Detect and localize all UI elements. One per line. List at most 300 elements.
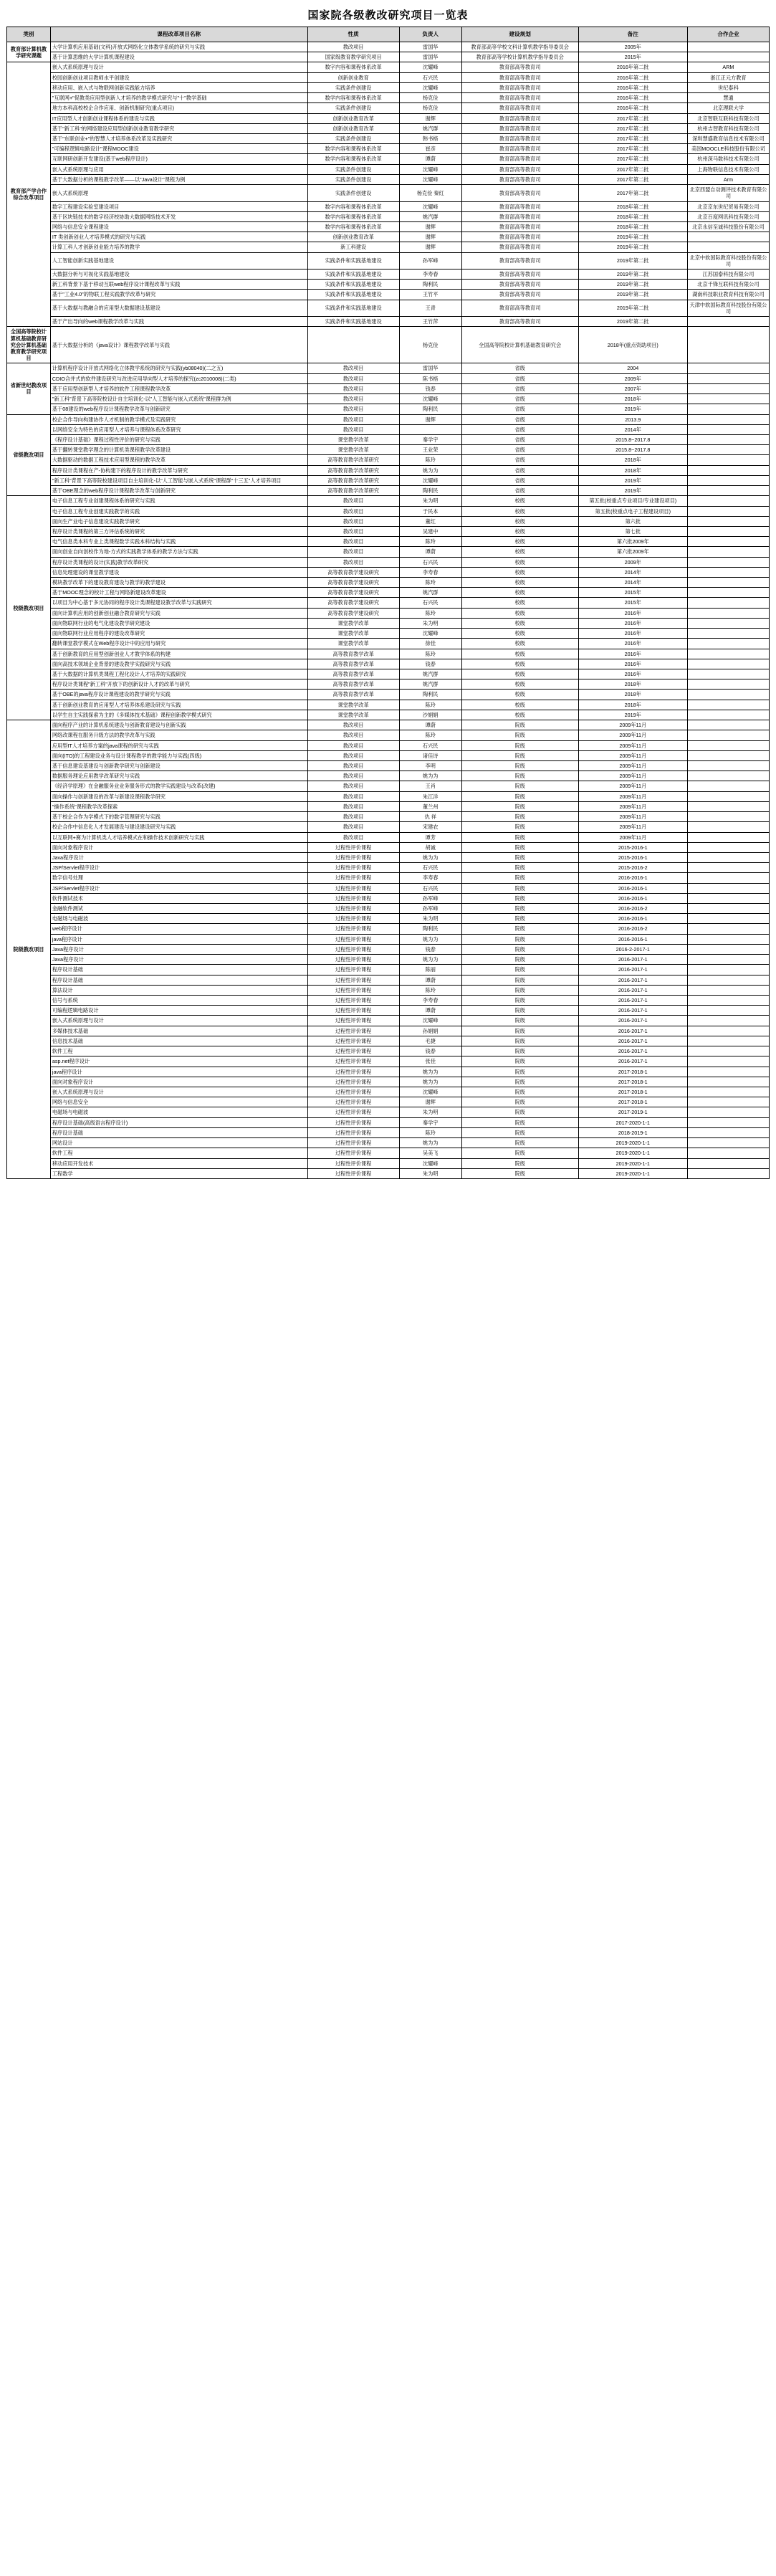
partner-cell [687, 52, 769, 62]
unit-cell: 院级 [461, 801, 578, 811]
type-cell: 过程性评价课程 [307, 1148, 399, 1158]
unit-cell: 校级 [461, 639, 578, 649]
project-name-cell: 基于"工业4.0"的物联工程实践教学改革与研究 [50, 290, 307, 300]
partner-cell [687, 1138, 769, 1148]
owner-cell: 仇 祥 [399, 812, 461, 822]
type-cell: 过程性评价课程 [307, 924, 399, 934]
owner-cell: 姚汽群 [399, 123, 461, 133]
project-name-cell: 面向高技术领域企业背景的建设教学实践研究与实践 [50, 659, 307, 669]
project-name-cell: 以网络安全为特色的应用型人才培养与课程体系改革研究 [50, 424, 307, 434]
type-cell: 过程性评价课程 [307, 873, 399, 883]
project-name-cell: 校企合作中信息化人才发展建设与建设建设研究与实践 [50, 822, 307, 832]
owner-cell: 谭蔚 [399, 547, 461, 557]
type-cell: 过程性评价课程 [307, 1006, 399, 1016]
partner-cell: 湖南科技职业教育科技有限公司 [687, 290, 769, 300]
note-cell: 2019年 [578, 475, 687, 485]
table-row [7, 639, 770, 649]
project-name-cell: "新工科"背景下高等院校设计自主培训化-以"人工智能与嵌入式系统"课程群为例 [50, 394, 307, 404]
owner-cell: 朱为明 [399, 496, 461, 506]
project-name-cell: 信息处理建设的课堂教学建设 [50, 567, 307, 577]
owner-cell: 陈玲 [399, 608, 461, 618]
table-row [7, 113, 770, 123]
note-cell: 2009年11月 [578, 822, 687, 832]
note-cell: 2019年第二批 [578, 300, 687, 316]
unit-cell: 院级 [461, 720, 578, 730]
project-name-cell: 基于区块链技术的数字经济校协助大数据网络技术开发 [50, 211, 307, 221]
partner-cell: 杭州吉智教育科技有限公司 [687, 123, 769, 133]
col-header-project-name: 课程改革项目名称 [50, 27, 307, 42]
partner-cell [687, 1026, 769, 1036]
category-cell: 院级教改项目 [7, 720, 51, 1179]
owner-cell: 王竹萍 [399, 317, 461, 327]
project-name-cell: 大学计算机应用基础(文科)开放式网络化立体教学系统的研究与实践 [50, 42, 307, 52]
table-row [7, 750, 770, 760]
type-cell: 课堂教学改革 [307, 434, 399, 444]
partner-cell [687, 404, 769, 414]
partner-cell [687, 720, 769, 730]
unit-cell: 院级 [461, 934, 578, 944]
table-row [7, 710, 770, 720]
unit-cell: 校级 [461, 679, 578, 690]
table-row [7, 1117, 770, 1127]
partner-cell: 北京京东世纪贸易有限公司 [687, 201, 769, 211]
owner-cell: 陈玲 [399, 455, 461, 465]
category-cell: 校级教改项目 [7, 496, 51, 720]
partner-cell [687, 873, 769, 883]
table-row [7, 280, 770, 290]
project-name-cell: 程序设计类课程"新工科"开放下的创新设计人才的改革与研究 [50, 679, 307, 690]
type-cell: 过程性评价课程 [307, 893, 399, 903]
owner-cell: 沈耀峰 [399, 62, 461, 72]
note-cell: 2018-2019-1 [578, 1127, 687, 1137]
project-name-cell: 基于大数据分析的课程教学改革——以"Java设计"课程为例 [50, 174, 307, 184]
project-name-cell: 嵌入式系统原理与设计 [50, 1087, 307, 1097]
note-cell: 2009年11月 [578, 781, 687, 791]
unit-cell: 校级 [461, 506, 578, 516]
owner-cell: 诸佳诗 [399, 750, 461, 760]
partner-cell [687, 842, 769, 852]
project-name-cell: 数字工程建设实验室建设项目 [50, 201, 307, 211]
type-cell: 教改项目 [307, 42, 399, 52]
table-row [7, 822, 770, 832]
owner-cell: 孙军峰 [399, 904, 461, 914]
table-row [7, 201, 770, 211]
owner-cell: 杨克俭 [399, 327, 461, 363]
type-cell: 教改项目 [307, 424, 399, 434]
table-row [7, 144, 770, 154]
owner-cell: 沈耀峰 [399, 1016, 461, 1026]
note-cell: 2016-2016-1 [578, 914, 687, 924]
owner-cell: 李明 [399, 760, 461, 771]
unit-cell: 省级 [461, 486, 578, 496]
partner-cell [687, 232, 769, 242]
table-row [7, 1036, 770, 1046]
type-cell: 教改项目 [307, 394, 399, 404]
partner-cell [687, 750, 769, 760]
project-name-cell: 数据服务理论应用教学改革研究与实践 [50, 771, 307, 781]
note-cell: 2009年11月 [578, 771, 687, 781]
table-row [7, 1006, 770, 1016]
table-row [7, 904, 770, 914]
owner-cell: 谢辉 [399, 414, 461, 424]
partner-cell [687, 1107, 769, 1117]
unit-cell: 教育部高等教育司 [461, 164, 578, 174]
unit-cell: 院级 [461, 1056, 578, 1067]
table-row [7, 242, 770, 252]
owner-cell: 钱春 [399, 1046, 461, 1056]
project-name-cell: 面向生产业电子信息建设实践教学研究 [50, 516, 307, 526]
project-name-cell: JSP/Servlet程序设计 [50, 883, 307, 893]
table-row [7, 363, 770, 373]
type-cell: 过程性评价课程 [307, 1107, 399, 1117]
partner-cell: 美国MOOCLE科技股份有限公司 [687, 144, 769, 154]
project-name-cell: "新工科"背景下高等院校建设项目自主培训化-以"人工智能与嵌入式系统"课程群"十三五"人才培养项目 [50, 475, 307, 485]
partner-cell: 北京永信至诚科技股份有限公司 [687, 221, 769, 232]
type-cell: 教改项目 [307, 781, 399, 791]
col-header-category: 类别 [7, 27, 51, 42]
table-row [7, 608, 770, 618]
type-cell: 课堂教学改革 [307, 618, 399, 628]
type-cell: 实践条件创建设 [307, 82, 399, 92]
note-cell: 2009年11月 [578, 750, 687, 760]
unit-cell: 校级 [461, 516, 578, 526]
table-row [7, 618, 770, 628]
unit-cell: 院级 [461, 914, 578, 924]
owner-cell: 陈玲 [399, 1127, 461, 1137]
partner-cell [687, 394, 769, 404]
note-cell: 2017-2018-1 [578, 1067, 687, 1077]
table-row [7, 465, 770, 475]
table-row [7, 567, 770, 577]
partner-cell: 慧通 [687, 93, 769, 103]
table-row [7, 1056, 770, 1067]
owner-cell: 孙军峰 [399, 252, 461, 269]
partner-cell [687, 924, 769, 934]
unit-cell: 院级 [461, 1046, 578, 1056]
project-name-cell: 基于校企合作为学模式下的数字管理研究与实践 [50, 812, 307, 822]
project-name-cell: 算法设计 [50, 985, 307, 995]
owner-cell: 陈玲 [399, 730, 461, 740]
unit-cell: 校级 [461, 598, 578, 608]
table-row [7, 404, 770, 414]
note-cell: 2018年(重点资助项目) [578, 327, 687, 363]
unit-cell: 校级 [461, 557, 578, 567]
unit-cell: 院级 [461, 771, 578, 781]
owner-cell: 沈耀峰 [399, 1087, 461, 1097]
note-cell: 2009年11月 [578, 801, 687, 811]
partner-cell: 北京千锋互联科技有限公司 [687, 280, 769, 290]
project-name-cell: 面向程序产业的计算机系统建设与创新教育建设与创新实践 [50, 720, 307, 730]
partner-cell [687, 327, 769, 363]
table-header-row [7, 27, 770, 42]
table-row [7, 327, 770, 363]
table-row [7, 690, 770, 700]
project-name-cell: 面向物联网行业应用程序的建设改革研究 [50, 629, 307, 639]
unit-cell: 教育部高等教育司 [461, 174, 578, 184]
table-row [7, 72, 770, 82]
note-cell: 2016年 [578, 659, 687, 669]
table-row [7, 496, 770, 506]
table-row [7, 914, 770, 924]
note-cell: 2007年 [578, 383, 687, 393]
owner-cell: 陈玲 [399, 578, 461, 588]
unit-cell: 校级 [461, 669, 578, 679]
note-cell: 2009年 [578, 557, 687, 567]
type-cell: 高等教育教学改革研究 [307, 486, 399, 496]
project-name-cell: web程序设计 [50, 924, 307, 934]
partner-cell [687, 1168, 769, 1178]
unit-cell: 省级 [461, 465, 578, 475]
project-name-cell: 电子信息工程专业创建课程体系的研究与实践 [50, 496, 307, 506]
project-name-cell: 基于创新创业教育的应用型人才培养体系建设研究与实践 [50, 700, 307, 710]
owner-cell: 董红 [399, 516, 461, 526]
type-cell: 高等教育教学建设研究 [307, 567, 399, 577]
owner-cell: 秦学宇 [399, 434, 461, 444]
project-name-cell: 《程序设计基础》课程过程性评价的研究与实践 [50, 434, 307, 444]
note-cell: 2015-2016-1 [578, 852, 687, 862]
note-cell: 2015.8~2017.8 [578, 445, 687, 455]
note-cell: 2019年 [578, 486, 687, 496]
note-cell: 2016年 [578, 629, 687, 639]
note-cell: 2019-2020-1-1 [578, 1158, 687, 1168]
note-cell: 2016-2017-1 [578, 1016, 687, 1026]
note-cell: 2019年第二批 [578, 269, 687, 280]
project-name-cell: 翻转课堂教学模式在Web程序设计中的应用与研究 [50, 639, 307, 649]
partner-cell [687, 996, 769, 1006]
type-cell: 教改项目 [307, 730, 399, 740]
project-name-cell: 程序设计类课程的第三方评估系统的研究 [50, 526, 307, 536]
table-row [7, 174, 770, 184]
type-cell: 过程性评价课程 [307, 842, 399, 852]
owner-cell: 吴建中 [399, 526, 461, 536]
owner-cell: 雷国华 [399, 42, 461, 52]
table-row [7, 506, 770, 516]
table-row [7, 924, 770, 934]
unit-cell: 教育部高等教育司 [461, 123, 578, 133]
project-name-cell: "可编程逻辑电路设计"课程MOOC建设 [50, 144, 307, 154]
type-cell: 教改项目 [307, 383, 399, 393]
table-row [7, 996, 770, 1006]
type-cell: 过程性评价课程 [307, 975, 399, 985]
unit-cell: 校级 [461, 629, 578, 639]
project-name-cell: 电磁场与电磁波 [50, 1107, 307, 1117]
owner-cell: 陶利民 [399, 690, 461, 700]
note-cell: 2014年 [578, 578, 687, 588]
unit-cell: 省级 [461, 363, 578, 373]
project-name-cell: 程序设计基础 [50, 975, 307, 985]
partner-cell [687, 791, 769, 801]
partner-cell [687, 893, 769, 903]
note-cell: 2017年第二批 [578, 113, 687, 123]
note-cell: 2016-2017-1 [578, 975, 687, 985]
unit-cell: 教育部高等教育司 [461, 133, 578, 143]
unit-cell: 校级 [461, 526, 578, 536]
note-cell: 2018年第二批 [578, 211, 687, 221]
owner-cell: 董兰州 [399, 801, 461, 811]
table-row [7, 955, 770, 965]
owner-cell: 姚为为 [399, 955, 461, 965]
note-cell: 2016-2017-1 [578, 1046, 687, 1056]
project-name-cell: 移动应用、嵌入式与物联网创新实践能力培养 [50, 82, 307, 92]
unit-cell: 校级 [461, 547, 578, 557]
type-cell: 高等教育教学改革 [307, 649, 399, 659]
partner-cell: 浙江正元方教育 [687, 72, 769, 82]
note-cell: 2016年第二批 [578, 82, 687, 92]
unit-cell: 全国高等院校计算机基础教育研究会 [461, 327, 578, 363]
table-row [7, 852, 770, 862]
type-cell: 过程性评价课程 [307, 1046, 399, 1056]
table-row [7, 211, 770, 221]
project-name-cell: 计算工科人才创新创业能力培养的教学 [50, 242, 307, 252]
note-cell: 2019年第二批 [578, 252, 687, 269]
unit-cell: 院级 [461, 852, 578, 862]
project-name-cell: 工程数学 [50, 1168, 307, 1178]
project-name-cell: 嵌入式系统原理与应用 [50, 164, 307, 174]
project-name-cell: 应用型IT人才培养方案的java课程的研究与实践 [50, 740, 307, 750]
unit-cell: 院级 [461, 1148, 578, 1158]
partner-cell: 北京理联大学 [687, 103, 769, 113]
note-cell: 2016年第二批 [578, 93, 687, 103]
partner-cell [687, 42, 769, 52]
project-name-cell: 人工智能创新实践基地建设 [50, 252, 307, 269]
type-cell: 过程性评价课程 [307, 863, 399, 873]
project-name-cell: "互联网+"促教类应用型创新人才培养的教学模式研究与"十"教学基础 [50, 93, 307, 103]
unit-cell: 省级 [461, 475, 578, 485]
project-name-cell: 基于08建设的web程序设计课程教学改革与创新研究 [50, 404, 307, 414]
owner-cell: 沈耀峰 [399, 475, 461, 485]
unit-cell: 教育部高等教育司 [461, 252, 578, 269]
note-cell: 2019-2020-1-1 [578, 1148, 687, 1158]
table-row [7, 985, 770, 995]
owner-cell: 陶利民 [399, 924, 461, 934]
type-cell: 过程性评价课程 [307, 1026, 399, 1036]
table-row [7, 300, 770, 316]
project-name-cell: 面向创业自向创校作为地-方式的实践教学体系的教学方法与实践 [50, 547, 307, 557]
unit-cell: 校级 [461, 690, 578, 700]
unit-cell: 教育部高等教育司 [461, 201, 578, 211]
unit-cell: 院级 [461, 955, 578, 965]
type-cell: 过程性评价课程 [307, 883, 399, 893]
partner-cell [687, 383, 769, 393]
type-cell: 实践条件和实践基地建设 [307, 269, 399, 280]
project-name-cell: 基于计算思维的大学计算机课程建设 [50, 52, 307, 62]
owner-cell: 杨克俭 [399, 103, 461, 113]
project-name-cell: 电磁场与电磁波 [50, 914, 307, 924]
partner-cell [687, 1046, 769, 1056]
note-cell: 2016-2016-1 [578, 893, 687, 903]
owner-cell: 谭蔚 [399, 720, 461, 730]
project-name-cell: 面向对象程序设计 [50, 1077, 307, 1087]
partner-cell [687, 526, 769, 536]
type-cell: 过程性评价课程 [307, 965, 399, 975]
note-cell: 2016-2016-1 [578, 934, 687, 944]
unit-cell: 院级 [461, 1026, 578, 1036]
table-row [7, 123, 770, 133]
partner-cell [687, 965, 769, 975]
note-cell: 2016-2016-2 [578, 904, 687, 914]
unit-cell: 教育部高等教育司 [461, 290, 578, 300]
note-cell: 2017年第二批 [578, 154, 687, 164]
partner-cell [687, 496, 769, 506]
partner-cell [687, 904, 769, 914]
partner-cell: 杭州深马数科技术有限公司 [687, 154, 769, 164]
type-cell: 创新创业教育改革 [307, 113, 399, 123]
note-cell: 2015.8~2017.8 [578, 434, 687, 444]
col-header-note: 备注 [578, 27, 687, 42]
project-name-cell: Java程序设计 [50, 955, 307, 965]
owner-cell: 姚汽群 [399, 588, 461, 598]
type-cell: 教改项目 [307, 363, 399, 373]
partner-cell [687, 1016, 769, 1026]
note-cell: 2019年第二批 [578, 280, 687, 290]
project-name-cell: 程序设计类课程的设计(实践)教学改革研究 [50, 557, 307, 567]
note-cell: 2016-2017-1 [578, 1026, 687, 1036]
table-row [7, 445, 770, 455]
note-cell: 2019-2020-1-1 [578, 1168, 687, 1178]
project-name-cell: 数字信号处理 [50, 873, 307, 883]
owner-cell: 姚为为 [399, 1138, 461, 1148]
note-cell: 2016-2016-2 [578, 924, 687, 934]
owner-cell: 钱春 [399, 383, 461, 393]
unit-cell: 院级 [461, 1067, 578, 1077]
type-cell: 过程性评价课程 [307, 1117, 399, 1127]
unit-cell: 教育部高等教育司 [461, 82, 578, 92]
partner-cell [687, 975, 769, 985]
table-row [7, 588, 770, 598]
note-cell: 2017-2018-1 [578, 1087, 687, 1097]
partner-cell [687, 1127, 769, 1137]
unit-cell: 校级 [461, 618, 578, 628]
category-cell: 省级教改项目 [7, 414, 51, 496]
owner-cell: 石兴民 [399, 557, 461, 567]
unit-cell: 院级 [461, 1127, 578, 1137]
project-name-cell: 面向操作与创新建设的改革与新建设课程教学研究 [50, 791, 307, 801]
unit-cell: 省级 [461, 424, 578, 434]
project-name-cell: 信号与系统 [50, 996, 307, 1006]
unit-cell: 院级 [461, 985, 578, 995]
owner-cell: 陈丽 [399, 965, 461, 975]
table-row [7, 42, 770, 52]
note-cell: 2013.9 [578, 414, 687, 424]
owner-cell: 石兴民 [399, 72, 461, 82]
owner-cell: 姚汽群 [399, 679, 461, 690]
partner-cell [687, 1067, 769, 1077]
owner-cell: 谢辉 [399, 221, 461, 232]
unit-cell: 校级 [461, 659, 578, 669]
type-cell: 实践条件和实践基地建设 [307, 300, 399, 316]
project-name-cell: 基于MOOC理念的校计工程与网络新建设改革建设 [50, 588, 307, 598]
unit-cell: 教育部高等学校计算机教学指导委员会 [461, 52, 578, 62]
table-row [7, 740, 770, 750]
unit-cell: 院级 [461, 893, 578, 903]
partner-cell [687, 1006, 769, 1016]
unit-cell: 院级 [461, 791, 578, 801]
project-name-cell: 程序设计基础 [50, 1127, 307, 1137]
note-cell: 2016年 [578, 669, 687, 679]
partner-cell [687, 771, 769, 781]
note-cell: 2017年第二批 [578, 174, 687, 184]
partner-cell [687, 812, 769, 822]
table-row [7, 52, 770, 62]
table-row [7, 934, 770, 944]
owner-cell: 姚为为 [399, 465, 461, 475]
owner-cell: 姚为为 [399, 771, 461, 781]
category-cell: 全国高等院校计算机基础教育研究会计算机基础教育教学研究项目 [7, 327, 51, 363]
table-row [7, 863, 770, 873]
owner-cell: 李寿春 [399, 873, 461, 883]
partner-cell [687, 424, 769, 434]
type-cell: 高等教育教学改革研究 [307, 465, 399, 475]
